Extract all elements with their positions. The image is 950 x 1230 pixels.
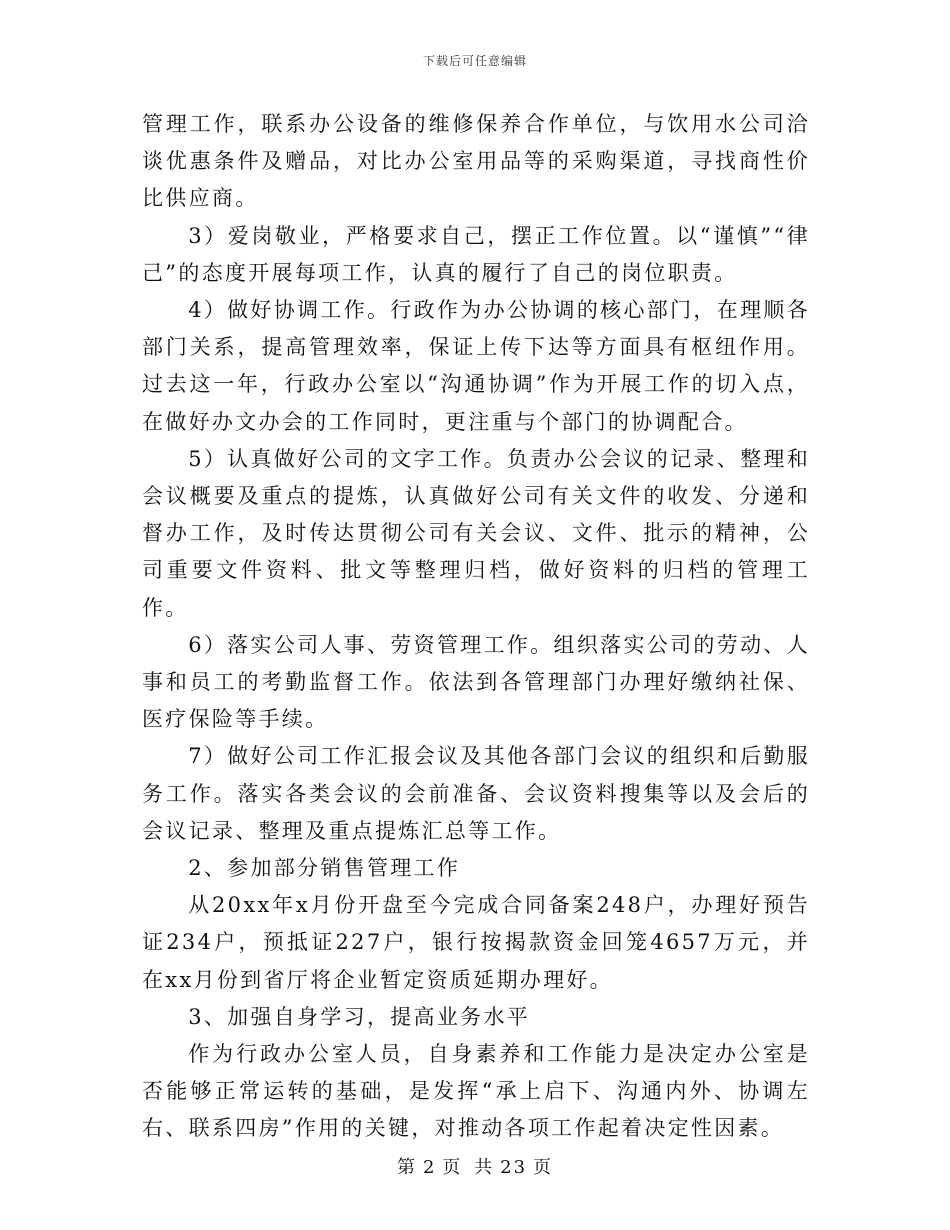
section-heading-study: 3、加强自身学习，提高业务水平 [188, 1004, 531, 1029]
paragraph-6: 7）做好公司工作汇报会议及其他各部门会议的组织和后勤服务工作。落实各类会议的会前准备、会议资料搜集等以及会后的会议记录、整理及重点提炼汇总等工作。 [142, 744, 810, 843]
paragraph-3: 4）做好协调工作。行政作为办公协调的核心部门，在理顺各部门关系，提高管理效率，保证上传下达等方面具有枢纽作用。过去这一年，行政办公室以“沟通协调”作为开展工作的切入点，在做好办文办会的工作同时，更注重与个部门的协调配合。 [142, 298, 810, 434]
page-header: 下载后可任意编辑 [422, 54, 527, 68]
footer-prefix: 第 [396, 1157, 417, 1178]
paragraph-2: 3）爱岗敬业，严格要求自己，摆正工作位置。以“谨慎”“律己”的态度开展每项工作，认真的履行了自己的岗位职责。 [142, 223, 810, 285]
paragraph-5: 6）落实公司人事、劳资管理工作。组织落实公司的劳动、人事和员工的考勤监督工作。依法到各管理部门办理好缴纳社保、医疗保险等手续。 [142, 632, 810, 732]
document-body [142, 106, 810, 1148]
paragraph-4: 5）认真做好公司的文字工作。负责办公会议的记录、整理和会议概要及重点的提炼，认真做好公司有关文件的收发、分递和督办工作，及时传达贯彻公司有关会议、文件、批示的精神，公司重要文件资料、批文等整理归档，做好资料的归档的管理工作。 [142, 446, 810, 620]
paragraph-1: 管理工作，联系办公设备的维修保养合作单位，与饮用水公司洽谈优惠条件及赠品，对比办公室用品等的采购渠道，寻找商性价比供应商。 [142, 112, 810, 211]
paragraph-sales: 从20xx年x月份开盘至今完成合同备案248户，办理好预告证234户，预抵证227户，银行按揭款资金回笼4657万元，并在xx月份到省厅将企业暂定资质延期办理好。 [142, 893, 810, 992]
footer-suffix: 页 [533, 1157, 554, 1178]
current-page-number: 2 [422, 1157, 437, 1178]
total-page-count: 23 [500, 1157, 528, 1178]
section-heading-sales: 2、参加部分销售管理工作 [188, 856, 461, 881]
page-footer [0, 1153, 950, 1179]
paragraph-study: 作为行政办公室人员，自身素养和工作能力是决定办公室是否能够正常运转的基础，是发挥“承上启下、沟通内外、协调左右、联系四房”作用的关键，对推动各项工作起着决定性因素。 [142, 1042, 810, 1141]
footer-mid: 页 共 [442, 1157, 495, 1178]
